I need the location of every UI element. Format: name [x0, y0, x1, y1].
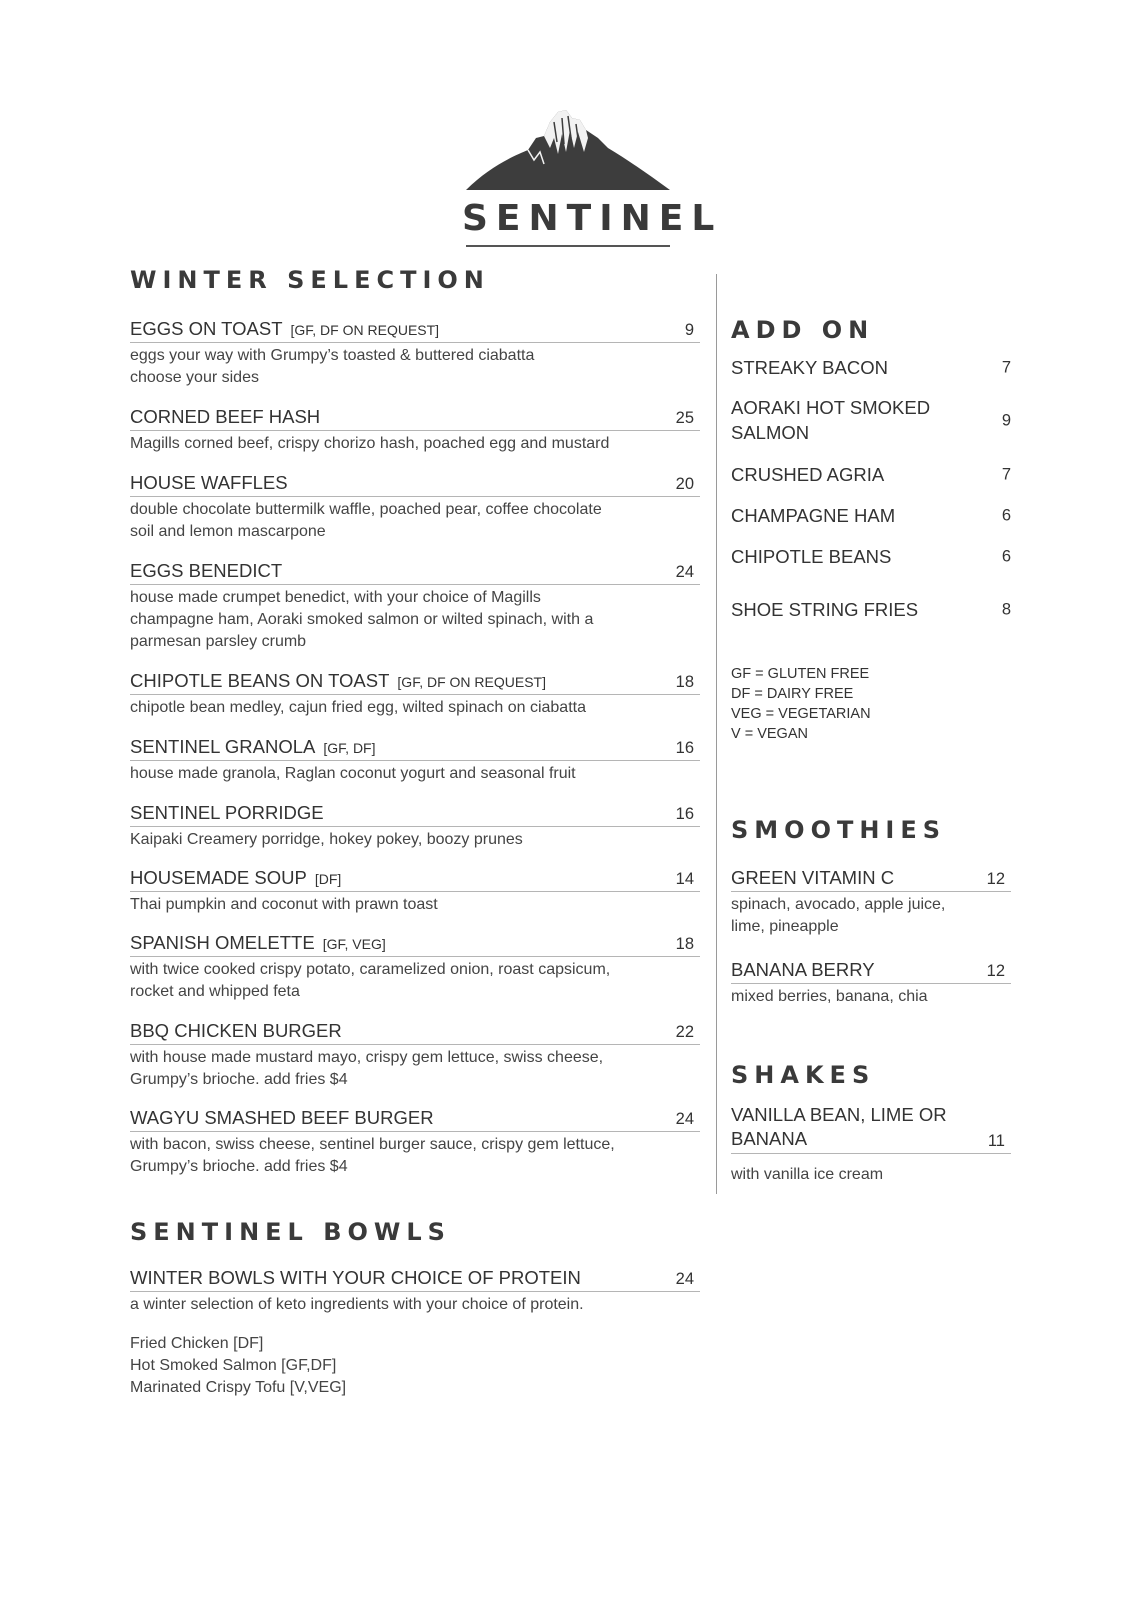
item-name: GREEN VITAMIN C	[731, 867, 895, 888]
section-title-smoothies: SMOOTHIES	[731, 816, 947, 844]
item-tag: [GF, VEG]	[322, 936, 386, 952]
menu-item	[130, 1019, 700, 1091]
addon-name: STREAKY BACON	[731, 357, 888, 378]
legend-entry: GF = GLUTEN FREE	[731, 666, 870, 682]
item-description: Kaipaki Creamery porridge, hokey pokey, boozy prunes	[130, 831, 523, 848]
item-description: house made crumpet benedict, with your choice of Magills champagne ham, Aoraki smoked salmon or wilted spinach, with a parmesan parsley crumb	[130, 589, 594, 650]
addon-item	[731, 503, 1011, 529]
item-description: double chocolate buttermilk waffle, poached pear, coffee chocolate soil and lemon mascarpone	[130, 501, 602, 540]
addon-name: CHIPOTLE BEANS	[731, 546, 892, 567]
addon-name: CRUSHED AGRIA	[731, 464, 885, 485]
item-description: chipotle bean medley, cajun fried egg, wilted spinach on ciabatta	[130, 699, 586, 716]
item-description: Thai pumpkin and coconut with prawn toast	[130, 896, 438, 913]
item-price: 24	[675, 1270, 694, 1288]
addon-price: 7	[1001, 465, 1011, 484]
menu-item	[130, 405, 700, 455]
menu-item	[130, 471, 700, 543]
column-divider	[716, 274, 717, 1194]
menu-item	[130, 1106, 700, 1178]
item-description: eggs your way with Grumpy’s toasted & buttered ciabatta choose your sides	[130, 347, 535, 386]
menu-item	[130, 801, 700, 851]
item-name: SENTINEL GRANOLA	[130, 736, 316, 757]
addon-item	[731, 355, 1011, 381]
item-name: BBQ CHICKEN BURGER	[130, 1020, 342, 1041]
item-name: SPANISH OMELETTE	[130, 932, 315, 953]
item-tag: [GF, DF]	[323, 740, 376, 756]
item-description: mixed berries, banana, chia	[731, 988, 928, 1005]
item-description: a winter selection of keto ingredients with your choice of protein.	[130, 1296, 584, 1313]
item-name: CHIPOTLE BEANS ON TOAST	[130, 670, 390, 691]
menu-item	[130, 317, 700, 389]
addon-price: 7	[1001, 358, 1011, 377]
addon-price: 8	[1001, 600, 1011, 619]
item-price: 24	[675, 563, 694, 581]
item-price: 18	[675, 673, 694, 691]
item-name: BANANA BERRY	[731, 959, 875, 980]
item-description: house made granola, Raglan coconut yogurt and seasonal fruit	[130, 765, 576, 782]
item-description: with house made mustard mayo, crispy gem lettuce, swiss cheese, Grumpy’s brioche. add fries $4	[130, 1049, 604, 1088]
addon-item	[731, 597, 1011, 623]
item-name: EGGS BENEDICT	[130, 560, 283, 581]
menu-item	[130, 931, 700, 1003]
bowl-protein-options	[130, 1333, 346, 1399]
item-description: with bacon, swiss cheese, sentinel burger sauce, crispy gem lettuce, Grumpy’s brioche. add fries $4	[130, 1136, 615, 1175]
item-tag: [GF, DF ON REQUEST]	[397, 674, 546, 690]
item-price: 16	[675, 805, 694, 823]
item-price: 12	[986, 962, 1005, 980]
item-name: CORNED BEEF HASH	[130, 406, 321, 427]
item-price: 9	[684, 321, 694, 339]
protein-option: Hot Smoked Salmon [GF,DF]	[130, 1357, 337, 1374]
item-price: 22	[675, 1023, 694, 1041]
protein-option: Marinated Crispy Tofu [V,VEG]	[130, 1379, 347, 1396]
addon-item	[731, 462, 1011, 488]
item-description: with vanilla ice cream	[731, 1166, 884, 1183]
dietary-legend	[731, 664, 871, 744]
item-name: SENTINEL PORRIDGE	[130, 802, 324, 823]
addon-item	[731, 395, 1011, 447]
menu-item	[731, 866, 1011, 938]
menu-item	[130, 866, 700, 916]
item-price: 14	[675, 870, 694, 888]
menu-item	[731, 1103, 1011, 1154]
brand-underline	[466, 245, 670, 247]
section-title-shakes: SHAKES	[731, 1061, 876, 1089]
item-price: 12	[986, 870, 1005, 888]
addon-price: 6	[1001, 506, 1011, 525]
brand-name: SENTINEL	[462, 198, 723, 239]
addon-price: 9	[1001, 411, 1011, 430]
item-price: 18	[675, 935, 694, 953]
addon-price: 6	[1001, 547, 1011, 566]
protein-option: Fried Chicken [DF]	[130, 1335, 264, 1352]
item-tag: [DF]	[314, 871, 342, 887]
item-price: 16	[675, 739, 694, 757]
addon-name: SHOE STRING FRIES	[731, 599, 919, 620]
item-name: EGGS ON TOAST	[130, 318, 283, 339]
item-description: with twice cooked crispy potato, caramelized onion, roast capsicum, rocket and whipped feta	[130, 961, 611, 1000]
item-price: 25	[675, 409, 694, 427]
item-name: HOUSE WAFFLES	[130, 472, 288, 493]
section-title-add-on: ADD ON	[731, 316, 875, 344]
menu-item	[130, 735, 700, 785]
item-price: 24	[675, 1110, 694, 1128]
legend-entry: V = VEGAN	[731, 726, 808, 742]
item-price: 20	[675, 475, 694, 493]
item-description: spinach, avocado, apple juice, lime, pineapple	[731, 896, 946, 935]
menu-item	[731, 958, 1011, 1008]
item-price: 11	[987, 1132, 1005, 1150]
menu-item	[130, 559, 700, 653]
item-name: WINTER BOWLS WITH YOUR CHOICE OF PROTEIN	[130, 1267, 581, 1288]
item-name: HOUSEMADE SOUP	[130, 867, 307, 888]
addon-name: CHAMPAGNE HAM	[731, 505, 896, 526]
section-title-winter-selection: WINTER SELECTION	[130, 266, 490, 294]
item-description: Magills corned beef, crispy chorizo hash, poached egg and mustard	[130, 435, 610, 452]
menu-item	[130, 1266, 700, 1316]
item-name: VANILLA BEAN, LIME OR BANANA	[731, 1104, 947, 1149]
addon-name: AORAKI HOT SMOKED SALMON	[731, 397, 931, 443]
menu-item	[130, 669, 700, 719]
item-name: WAGYU SMASHED BEEF BURGER	[130, 1107, 434, 1128]
item-tag: [GF, DF ON REQUEST]	[290, 322, 440, 338]
legend-entry: DF = DAIRY FREE	[731, 686, 854, 702]
legend-entry: VEG = VEGETARIAN	[731, 706, 871, 722]
addon-item	[731, 544, 1011, 570]
section-title-sentinel-bowls: SENTINEL BOWLS	[130, 1218, 451, 1246]
